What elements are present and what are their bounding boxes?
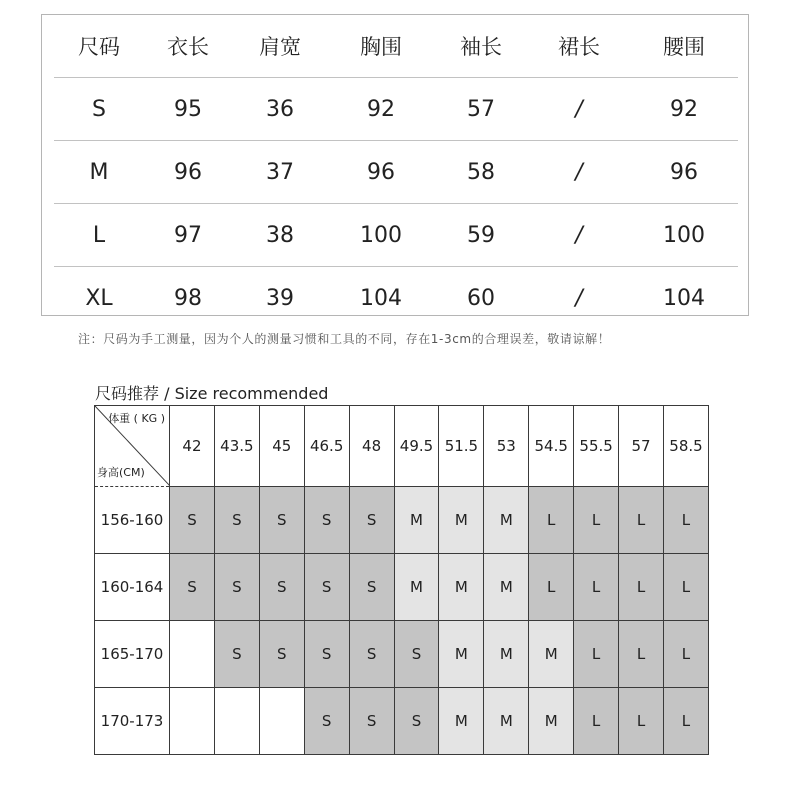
cell: / <box>575 285 583 311</box>
weight-header-0: 42 <box>170 406 215 487</box>
weight-header-10: 57 <box>619 406 664 487</box>
cell: 96 <box>630 141 738 204</box>
size-cell <box>214 688 259 755</box>
height-label: 160-164 <box>95 554 170 621</box>
weight-header-9: 55.5 <box>574 406 619 487</box>
size-cell: S <box>170 554 215 621</box>
size-cell: L <box>574 688 619 755</box>
header-chest: 胸围 <box>328 15 434 78</box>
size-cell: S <box>259 554 304 621</box>
cell: 96 <box>328 141 434 204</box>
size-cell: M <box>484 621 529 688</box>
cell: / <box>528 204 630 267</box>
size-cell: L <box>574 487 619 554</box>
cell: 59 <box>434 204 528 267</box>
size-cell: M <box>394 554 439 621</box>
size-cell: S <box>259 487 304 554</box>
cell: / <box>528 78 630 141</box>
cell: M <box>54 141 144 204</box>
cell: 39 <box>266 285 294 311</box>
size-cell: L <box>574 621 619 688</box>
recommend-title: 尺码推荐 / Size recommended <box>95 384 329 403</box>
table-row <box>54 204 738 267</box>
size-cell: S <box>304 487 349 554</box>
table-row <box>95 487 709 554</box>
weight-header-6: 51.5 <box>439 406 484 487</box>
size-cell: S <box>349 621 394 688</box>
size-cell: S <box>214 487 259 554</box>
size-cell: M <box>439 554 484 621</box>
header-length: 衣长 <box>144 15 232 78</box>
size-cell: S <box>304 621 349 688</box>
size-cell: L <box>619 621 664 688</box>
size-cell: L <box>663 487 708 554</box>
size-cell: L <box>619 554 664 621</box>
size-cell: M <box>529 688 574 755</box>
cell: 98 <box>174 285 202 311</box>
size-cell: S <box>304 554 349 621</box>
weight-header-1: 43.5 <box>214 406 259 487</box>
cell: 104 <box>663 285 705 311</box>
table-row <box>54 141 738 204</box>
table-row <box>54 78 738 141</box>
weight-header-7: 53 <box>484 406 529 487</box>
weight-header-3: 46.5 <box>304 406 349 487</box>
weight-header-row <box>95 406 709 487</box>
weight-header-11: 58.5 <box>663 406 708 487</box>
weight-axis-label: 体重 ( KG ) <box>108 412 165 425</box>
size-cell: M <box>484 554 529 621</box>
size-cell: M <box>484 487 529 554</box>
cell: 104 <box>360 285 402 311</box>
corner-cell <box>95 406 170 487</box>
size-header-row <box>54 15 738 78</box>
table-row <box>95 621 709 688</box>
height-label: 156-160 <box>95 487 170 554</box>
cell: XL <box>85 285 113 311</box>
header-skirt-length: 裙长 <box>528 15 630 78</box>
cell: 57 <box>434 78 528 141</box>
table-row <box>95 688 709 755</box>
size-cell <box>170 688 215 755</box>
size-cell: L <box>619 487 664 554</box>
header-sleeve: 袖长 <box>434 15 528 78</box>
size-cell: M <box>484 688 529 755</box>
cell: 92 <box>328 78 434 141</box>
cell: 96 <box>144 141 232 204</box>
size-cell: L <box>663 554 708 621</box>
size-cell: S <box>349 487 394 554</box>
size-cell: S <box>304 688 349 755</box>
weight-header-2: 45 <box>259 406 304 487</box>
cell: 100 <box>630 204 738 267</box>
cell: 100 <box>328 204 434 267</box>
size-cell: M <box>439 621 484 688</box>
measurement-note: 注：尺码为手工测量，因为个人的测量习惯和工具的不同，存在1-3cm的合理误差，敬请谅解！ <box>78 332 611 346</box>
cell: 60 <box>467 285 495 311</box>
size-cell: L <box>529 554 574 621</box>
size-cell: L <box>529 487 574 554</box>
table-row <box>95 554 709 621</box>
size-cell <box>259 688 304 755</box>
height-axis-label: 身高(CM) <box>97 466 145 479</box>
cell: 36 <box>232 78 328 141</box>
size-cell: S <box>349 688 394 755</box>
cell: 97 <box>144 204 232 267</box>
weight-header-5: 49.5 <box>394 406 439 487</box>
cell: 37 <box>232 141 328 204</box>
size-cell <box>170 621 215 688</box>
size-table <box>54 15 738 329</box>
header-size: 尺码 <box>54 15 144 78</box>
cell: / <box>528 141 630 204</box>
cell: 92 <box>630 78 738 141</box>
header-waist: 腰围 <box>630 15 738 78</box>
height-label: 170-173 <box>95 688 170 755</box>
size-cell: S <box>394 621 439 688</box>
size-cell: M <box>439 688 484 755</box>
size-cell: M <box>529 621 574 688</box>
size-cell: S <box>349 554 394 621</box>
cell: L <box>54 204 144 267</box>
size-chart <box>41 14 749 316</box>
size-cell: L <box>663 621 708 688</box>
cell: 38 <box>232 204 328 267</box>
size-cell: L <box>619 688 664 755</box>
size-cell: M <box>394 487 439 554</box>
size-cell: S <box>214 621 259 688</box>
size-cell: M <box>439 487 484 554</box>
cell: 58 <box>434 141 528 204</box>
cell: 95 <box>144 78 232 141</box>
table-row <box>54 267 738 330</box>
header-shoulder: 肩宽 <box>232 15 328 78</box>
size-cell: L <box>663 688 708 755</box>
size-cell: S <box>214 554 259 621</box>
size-cell: S <box>170 487 215 554</box>
size-cell: S <box>394 688 439 755</box>
size-cell: S <box>259 621 304 688</box>
weight-header-4: 48 <box>349 406 394 487</box>
height-label: 165-170 <box>95 621 170 688</box>
size-cell: L <box>574 554 619 621</box>
size-recommend-table <box>94 405 709 755</box>
weight-header-8: 54.5 <box>529 406 574 487</box>
cell: S <box>54 78 144 141</box>
